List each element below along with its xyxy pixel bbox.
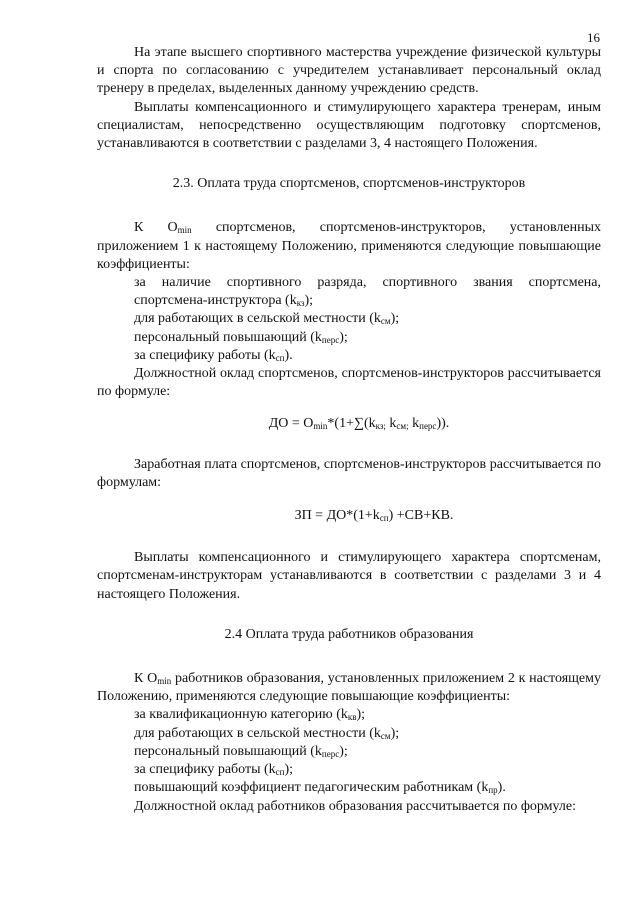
paragraph-education-salary-intro: Должностной оклад работников образования рассчитывается по формуле: (134, 798, 577, 814)
list-item-coefficient-specifics: за специфику работы $(k_{сп})$. (134, 347, 293, 363)
page-number: 16 (587, 30, 600, 45)
list-item-coefficient-personal: персональный повышающий $(k_{перс})$; (134, 329, 348, 345)
paragraph-education-coefficients: К $О_{min}$ работников образования, установленных приложением 2 к настоящему Положению, применяются следующие повышающие коэффициенты: (97, 671, 602, 705)
paragraph-athlete-coefficients: К $О_{min}$ спортсменов, спортсменов-инструкторов, установленных приложением 1 к настоящему Положению, применяются следующие повышающие коэффициенты: (97, 220, 601, 272)
list-item-coefficient-specifics: за специфику работы $(k_{сп})$; (134, 762, 294, 778)
list-item-coefficient-category: за квалификационную категорию $(k_{кв})$; (134, 707, 366, 723)
section-heading-2-3: 2.3. Оплата труда спортсменов, спортсменов-инструкторов (172, 176, 526, 192)
paragraph-wage-intro: Заработная плата спортсменов, спортсменов-инструкторов рассчитывается по формулам: (97, 456, 601, 490)
formula-base-salary: ДО = $О_{min}*(1+\sum(k_{кз;}$ $k_{см;}$ $k_{перс}$)). (268, 416, 450, 432)
list-item-coefficient-rank: за наличие спортивного разряда, спортивного звания спортсмена, спортсмена-инструктора $(k_{кз})$; (134, 275, 601, 309)
paragraph-personal-salary: На этапе высшего спортивного мастерства учреждение физической культуры и спорта по согласованию с учредителем устанавливает персональный оклад тренеру в пределах, выделенных данному учреждению средств. (97, 45, 601, 97)
paragraph-athlete-payments: Выплаты компенсационного и стимулирующего характера спортсменам, спортсменам-инструкторам устанавливаются в соответствии с разделами 3 и 4 настоящего Положения. (97, 550, 601, 602)
formula-wage: ЗП = $ДО*(1+k_{сп}) +СВ+КВ$. (294, 508, 454, 524)
section-heading-2-4: 2.4 Оплата труда работников образования (224, 626, 474, 642)
document-body (97, 44, 601, 816)
list-item-coefficient-teaching: повышающий коэффициент педагогическим работникам $(k_{пр})$. (134, 780, 506, 796)
paragraph-athlete-salary-intro: Должностной оклад спортсменов, спортсменов-инструкторов рассчитывается по формуле: (97, 366, 601, 400)
paragraph-coach-payments: Выплаты компенсационного и стимулирующего характера тренерам, иным специалистам, непосредственно осуществляющим подготовку спортсменов, устанавливаются в соответствии с разделами 3, 4 настоящего Положения. (97, 99, 601, 152)
list-item-coefficient-personal: персональный повышающий $(k_{перс})$; (134, 743, 348, 759)
list-item-coefficient-rural: для работающих в сельской местности $(k_{см})$; (134, 311, 400, 327)
list-item-coefficient-rural: для работающих в сельской местности $(k_{см})$; (134, 725, 400, 741)
